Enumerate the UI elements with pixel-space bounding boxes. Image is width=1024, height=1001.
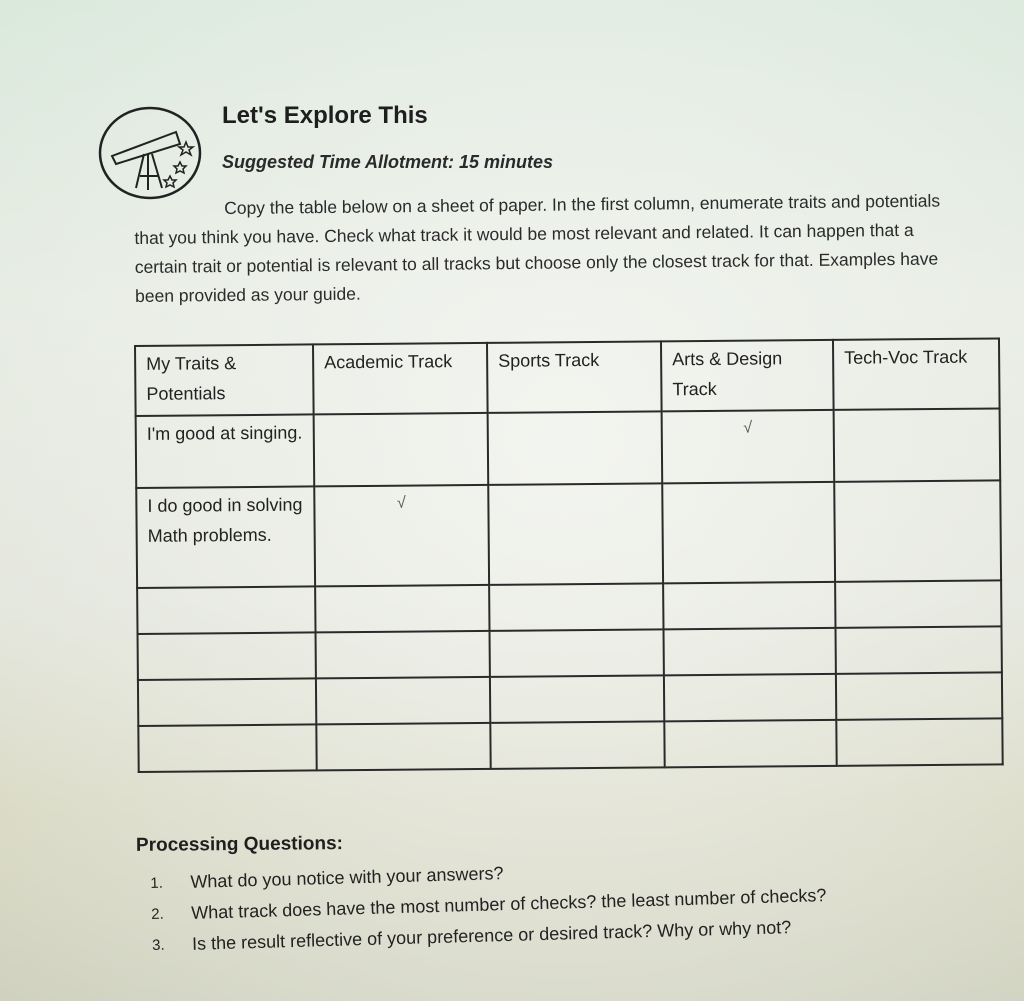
check-cell — [488, 411, 663, 485]
trait-cell — [138, 632, 316, 680]
trait-cell — [137, 586, 315, 634]
check-cell — [834, 480, 1001, 581]
table-row — [137, 580, 1001, 634]
header-sports: Sports Track — [487, 341, 662, 413]
header-arts-design: Arts & Design Track — [661, 340, 834, 411]
check-cell — [834, 408, 1001, 481]
trait-cell — [138, 678, 316, 726]
check-cell — [316, 723, 490, 771]
header-traits: My Traits & Potentials — [135, 344, 314, 416]
check-cell — [664, 628, 836, 675]
check-cell — [314, 413, 489, 487]
table-header-row — [135, 338, 1000, 416]
check-cell — [663, 582, 835, 629]
check-cell — [835, 580, 1001, 627]
check-cell — [316, 631, 490, 679]
check-cell — [314, 485, 489, 587]
processing-questions-list — [150, 843, 1024, 961]
check-mark — [845, 484, 989, 485]
table-row — [136, 408, 1001, 488]
check-cell — [662, 482, 835, 583]
question-number: 1. — [150, 874, 164, 892]
check-cell — [490, 675, 664, 723]
question-text: What track does have the most number of checks? the least number of checks? — [190, 885, 827, 923]
instructions-paragraph: Copy the table below on a sheet of paper. In the first column, enumerate traits and potentials that you think you have. Check what track it would be most relevant and related. It can happen that a certain trait or potential is relevant to all tracks but choose only the closest track for that. Examples have been provided as your guide. — [134, 190, 941, 306]
trait-cell — [138, 724, 316, 772]
question-number: 2. — [151, 905, 165, 923]
section-title: Let's Explore This — [222, 102, 428, 129]
check-mark — [499, 486, 651, 487]
check-cell — [316, 677, 490, 725]
check-cell — [315, 585, 489, 633]
check-mark — [673, 485, 823, 486]
header-academic: Academic Track — [313, 343, 488, 415]
time-allotment: Suggested Time Allotment: 15 minutes — [222, 152, 554, 172]
check-cell — [836, 672, 1002, 719]
check-cell — [836, 718, 1002, 765]
header-tech-voc: Tech-Voc Track — [833, 338, 1000, 409]
table-row — [138, 626, 1002, 680]
check-mark — [325, 416, 477, 417]
trait-cell: I do good in solving Math problems. — [136, 486, 315, 588]
check-cell — [488, 483, 663, 585]
check-cell — [664, 720, 836, 767]
table-row — [136, 480, 1001, 588]
check-mark — [499, 414, 651, 415]
processing-questions-title: Processing Questions: — [135, 833, 344, 856]
check-mark: √ — [396, 494, 406, 512]
question-text: What do you notice with your answers? — [190, 863, 504, 892]
check-cell — [490, 721, 664, 769]
check-mark — [845, 412, 989, 413]
table-row — [138, 672, 1002, 726]
check-cell — [664, 674, 836, 721]
check-cell — [662, 410, 835, 483]
telescope-stars-icon — [96, 104, 204, 202]
check-cell — [835, 626, 1001, 673]
traits-tracks-table — [134, 337, 1004, 773]
question-text: Is the result reflective of your preference or desired track? Why or why not? — [191, 917, 792, 954]
check-cell — [489, 583, 663, 631]
check-cell — [490, 629, 664, 677]
table-row — [138, 718, 1002, 772]
check-mark: √ — [743, 419, 753, 437]
trait-cell: I'm good at singing. — [136, 414, 315, 488]
question-number: 3. — [151, 936, 165, 954]
